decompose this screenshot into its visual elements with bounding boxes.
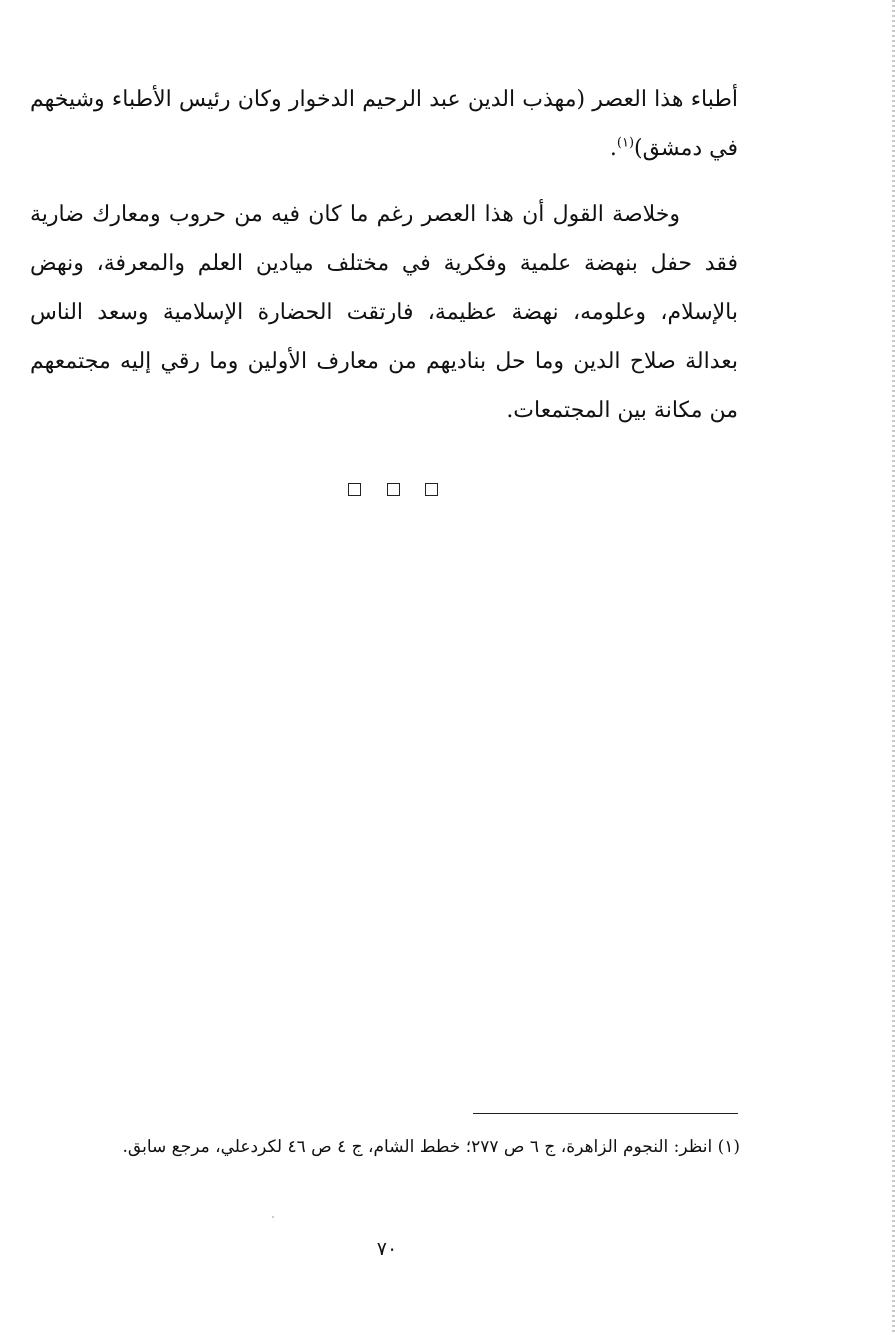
footnote: (١) انظر: النجوم الزاهرة، ج ٦ ص ٢٧٧؛ خطط الشام، ج ٤ ص ٤٦ لكردعلي، مرجع سابق. [122,1137,740,1157]
square-ornament-icon [348,483,361,496]
footnote-separator [473,1113,738,1114]
paragraph-2: وخلاصة القول أن هذا العصر رغم ما كان فيه من حروب ومعارك ضارية فقد حفل بنهضة علمية وفكرية في مختلف ميادين العلم والمعرفة، ونهض بالإسلام، وعلومه، نهضة عظيمة، فارتقت الحضارة الإسلامية وسعد الناس بعدالة صلاح الدين وما حل بناديهم من معارف الأولين وما رقي إليه مجتمعهم من مكانة بين المجتمعات. [30,202,738,423]
square-ornament-icon [425,483,438,496]
paragraph-1 [30,75,738,173]
footnote-reference: (١) [616,135,635,151]
paragraph-1-end: . [609,136,617,161]
scan-speck [272,1216,274,1218]
square-ornament-icon [387,483,400,496]
paragraph-1-text: أطباء هذا العصر (مهذب الدين عبد الرحيم الدخوار وكان رئيس الأطباء وشيخهم في دمشق) [30,87,738,161]
page-number: ٧٠ [376,1238,398,1260]
section-end-mark [348,480,438,498]
